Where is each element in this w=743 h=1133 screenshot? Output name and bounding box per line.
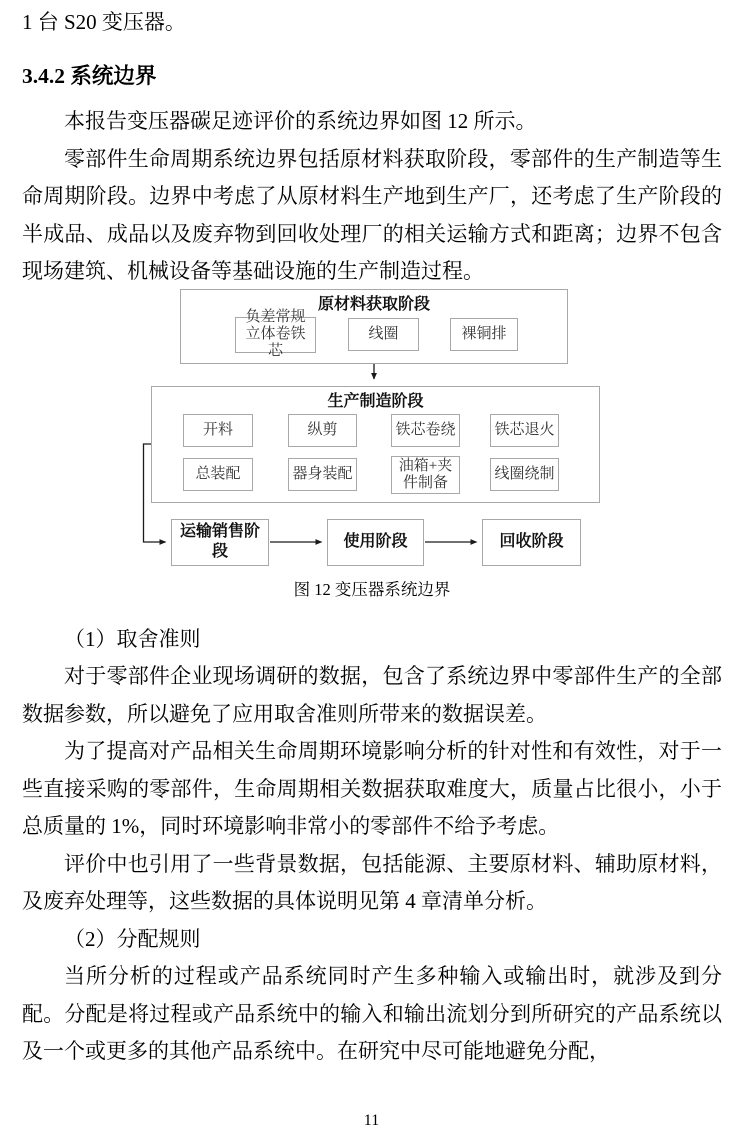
item2-title: （2）分配规则 — [64, 926, 201, 951]
paragraph-boundary: 零部件生命周期系统边界包括原材料获取阶段，零部件的生产制造等生命周期阶段。边界中考虑了从原材料生产地到生产厂，还考虑了生产阶段的半成品、成品以及废弃物到回收处理厂的相关运输方式和距离；边界不包含现场建筑、机械设备等基础设施的生产制造过程。 — [22, 146, 722, 283]
production-stage-title: 生产制造阶段 — [327, 392, 424, 410]
box-coil: 线圈 — [348, 318, 419, 351]
paragraph-item1c: 评价中也引用了一些背景数据，包括能源、主要原材料、辅助原材料，及废弃处理等，这些数据的具体说明见第 4 章清单分析。 — [22, 851, 722, 913]
raw-material-stage-title: 原材料获取阶段 — [317, 295, 430, 313]
box-final-assembly: 总装配 — [183, 458, 253, 491]
box-cutting: 开料 — [183, 414, 253, 447]
box-tank-clamp-prep: 油箱+夹件制备 — [391, 456, 460, 494]
section-heading: 3.4.2 系统边界 — [22, 63, 157, 88]
paragraph-item2: 当所分析的过程或产品系统同时产生多种输入或输出时，就涉及到分配。分配是将过程或产品系统中的输入和输出流划分到所研究的产品系统以及一个或更多的其他产品系统中。在研究中尽可能地避免分配， — [22, 964, 722, 1063]
paragraph-item1a: 对于零部件企业现场调研的数据，包含了系统边界中零部件生产的全部数据参数，所以避免了应用取舍准则所带来的数据误差。 — [22, 664, 722, 726]
box-coil-winding: 线圈绕制 — [490, 458, 559, 491]
box-transport-sales-stage: 运输销售阶段 — [171, 519, 269, 566]
box-slitting: 纵剪 — [288, 414, 357, 447]
paragraph-intro: 本报告变压器碳足迹评价的系统边界如图 12 所示。 — [64, 109, 537, 133]
paragraph-item1b: 为了提高对产品相关生命周期环境影响分析的针对性和有效性，对于一些直接采购的零部件，生命周期相关数据获取难度大，质量占比很小，小于总质量的 1%，同时环境影响非常小的零部件不给予考虑。 — [22, 739, 722, 838]
box-core-winding: 铁芯卷绕 — [391, 414, 460, 447]
box-wound-core: 负差常规立体卷铁芯 — [235, 317, 316, 353]
paragraph-continuation: 1 台 S20 变压器。 — [22, 10, 186, 34]
box-use-stage: 使用阶段 — [327, 519, 424, 566]
box-bare-copper-bar: 裸铜排 — [450, 318, 518, 351]
page-number: 11 — [363, 1112, 380, 1129]
box-recycle-stage: 回收阶段 — [482, 519, 581, 566]
figure-caption: 图 12 变压器系统边界 — [293, 579, 451, 599]
box-body-assembly: 器身装配 — [288, 458, 357, 491]
figure-system-boundary — [0, 286, 743, 571]
item1-title: （1）取舍准则 — [64, 626, 201, 651]
box-core-annealing: 铁芯退火 — [490, 414, 559, 447]
